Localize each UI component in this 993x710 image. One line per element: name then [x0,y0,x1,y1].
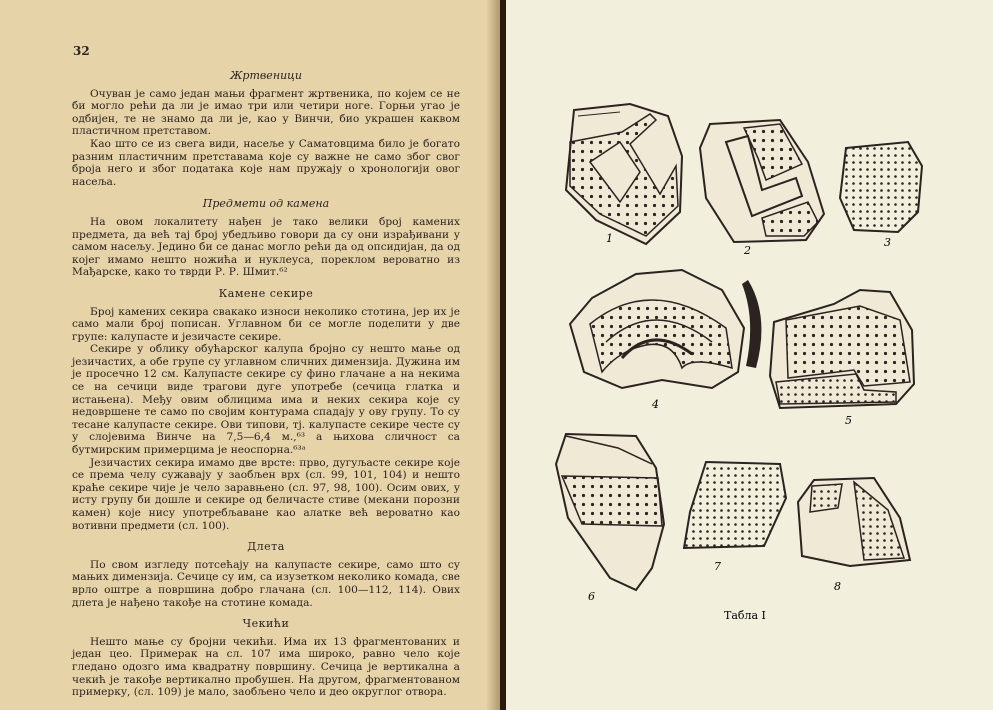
figure-label-5: 5 [845,414,852,427]
sherd-fragment-5 [764,286,922,414]
figure-label-7: 7 [714,560,721,573]
section-heading-dleta: Длета [247,540,285,554]
paragraph: Као што се из свега види, насеље у Саматовцима било је богато разним пластичним претставама које су важне не само због свог броја него и због података које нам пружају о хронологији овог насеља. [72,137,460,188]
section-heading-predmeti-od-kamena: Предмети од камена [202,197,330,211]
paragraph: Очуван је само један мањи фрагмент жртвеника, по којем се не би могло рећи да ли је имао три или четири ноге. Горњи угао је одбијен, те не знамо да ли је, као у Винчи, био украшен каквом пластичном претставом. [72,87,460,138]
paragraph: Језичастих секира имамо две врсте: прво, дугуљасте секире које се према челу сужавају у заобљен врх (сл. 99, 101, 104) и нешто краће секире чије је чело заравњено (сл. 97, 98, 100). Осим ових, у исту групу би дошле и секире од беличасте стиве (мекани порозни камен) које нису употребљаване као алатке већ вероватно као вотивни предмети (сл. 100). [72,456,460,532]
sherd-fragment-2 [696,118,831,246]
figure-label-3: 3 [884,236,891,249]
sherd-fragment-4 [562,268,748,396]
figure-label-4: 4 [652,398,659,411]
figure-label-8: 8 [834,580,841,593]
sherd-fragment-3 [836,138,928,236]
figure-label-2: 2 [744,244,751,257]
figure-label-6: 6 [588,590,595,603]
section-heading-kamene-sekire: Камене секире [218,286,314,300]
sherd-fragment-1 [560,102,690,252]
sherd-fragment-8 [790,474,916,570]
text-column [72,66,460,699]
paragraph: По свом изгледу потсећају на калупасте секире, само што су мањих димензија. Сечице су им, са изузетком неколико комада, све врло оштре а површина добро глачана (сл. 100—112, 114). Ових длета је нађено такође на стотине комада. [72,558,460,609]
paragraph: Нешто мање су бројни чекићи. Има их 13 фрагментованих и један цео. Примерак на сл. 107 има широко, равно чело које гледано одозго има квадратну површину. Сечица је вертикална а чекић је такође вертикално пробушен. На другом, фрагментованом примерку, (сл. 109) је мало, заобљено чело и део округлог отвора. [72,635,460,699]
right-page [506,0,993,710]
paragraph: На овом локалитету нађен је тако велики број камених предмета, да већ тај број убедљиво говори да су они израђивани у самом насељу. Једино би се данас могло рећи да од опсидијан, да од којег имамо нешто ножића и нуклеуса, пореклом вероватно из Мађарске, како то тврди Р. Р. Шмит.⁶² [72,215,460,279]
sherd-fragment-7 [676,458,790,554]
page-number: 32 [73,44,90,58]
section-heading-chekichi: Чекићи [242,617,290,631]
plate-caption: Табла I [724,609,766,622]
paragraph: Број камених секира свакако износи неколико стотина, јер их је само мали број пописан. Углавном би се могле поделити у две групе: калупасте и језичасте секире. [72,305,460,343]
figure-label-1: 1 [606,232,613,245]
paragraph: Секире у облику обућарског калупа бројно су нешто мање од језичастих, а обе групе су углавном сличних димензија. Дужина им је просечно 12 см. Калупасте секире су фино глачане а на некима се на сечици виде трагови дуге употребе (сечица глатка и истањена). Међу овим облицима има и неких секира које су недовршене те само по својим контурама спадају у ову групу. То су тесане калупасте секире. Ови типови, тј. калупасте секире честе су у слојевима Винче на 7,5—6,4 м.,⁶³ а њихова сличност са бутмирским примерцима је неоспорна.⁶³ᵃ [72,343,460,457]
sherd-fragment-6 [552,428,668,594]
section-heading-zhrtvenici: Жртвеници [230,69,302,82]
